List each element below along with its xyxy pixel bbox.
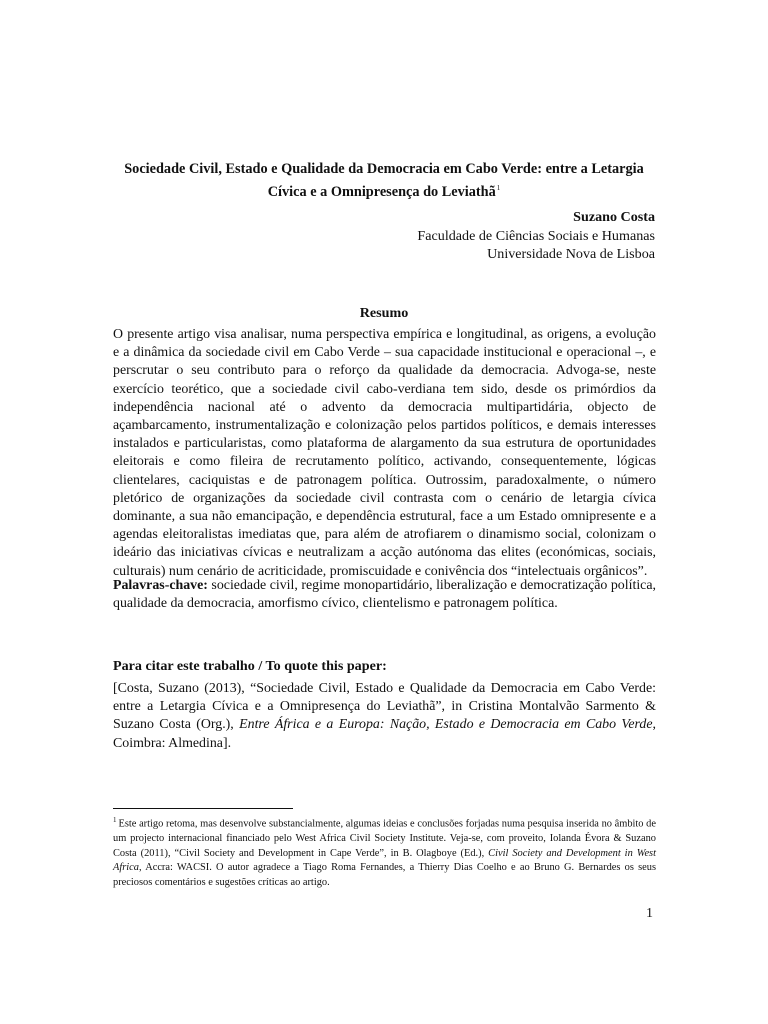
title-footnote-mark: 1 — [496, 184, 501, 192]
paper-title-text: Sociedade Civil, Estado e Qualidade da Democracia em Cabo Verde: entre a Letargia Cívica e a Omnipresença do Leviathã — [124, 161, 644, 200]
keywords-paragraph — [113, 577, 656, 613]
abstract-heading: Resumo — [359, 305, 409, 321]
citation-text-part2: , Coimbra: Almedina]. — [113, 717, 656, 751]
footnote-text-part1: Este artigo retoma, mas desenvolve substancialmente, algumas ideias e conclusões forjadas numa pesquisa inserida no âmbito de um projecto internacional financiado pelo West Africa Civil Society Institute. Veja-se, com proveito, Iolanda Évora & Suzano Costa (2011), “Civil Society and Development in Cape Verde”, in B. Olagboye (Ed.), — [113, 818, 656, 859]
footnote-mark: 1 — [113, 816, 117, 824]
footnote-book-title: Civil Society and Development in West Africa — [113, 847, 656, 874]
paper-title — [113, 160, 655, 202]
footnote-separator — [113, 808, 293, 809]
abstract-body: O presente artigo visa analisar, numa perspectiva empírica e longitudinal, as origens, a evolução e a dinâmica da sociedade civil em Cabo Verde – sua capacidade institucional e operacional –, e perscrutar o seu contributo para o reforço da qualidade da democracia. Advoga-se, neste exercício teorético, que a sociedade civil cabo-verdiana tem sido, desde os primórdios da independência nacional até o advento da democracia multipartidária, objecto de açambarcamento, instrumentalização e colonização pelos partidos políticos, e demais interesses instalados e particularistas, como plataforma de alargamento da sua estrutura de oportunidades eleitorais e como fileira de recrutamento político, activando, consequentemente, lógicas clientelares, caciquistas e de patronagem política. Outrossim, paradoxalmente, o número pletórico de organizações da sociedade civil contrasta com o cenário de letargia cívica dominante, a sua não emancipação, e dependência estrutural, face a um Estado omnipresente e a agendas eleitoralistas imediatas que, para além de atrofiarem o dinamismo social, colonizam o ideário das iniciativas cívicas e neutralizam a acção autónoma das elites (económicas, sociais, culturais) num cenário de acriticidade, promiscuidade e conivência dos “intelectuais orgânicos”. — [113, 327, 656, 579]
author-block — [255, 208, 655, 264]
footnote — [113, 813, 656, 890]
citation-text — [113, 680, 656, 753]
citation-text-part1: [Costa, Suzano (2013), “Sociedade Civil, Estado e Qualidade da Democracia em Cabo Verde: entre a Letargia Cívica e a Omnipresença do Leviathã”, in Cristina Montalvão Sarmento & Suzano Costa (Org.), — [113, 681, 656, 733]
affiliation-faculty: Faculdade de Ciências Sociais e Humanas — [417, 227, 655, 244]
citation-book-title: Entre África e a Europa: Nação, Estado e Democracia em Cabo Verde — [239, 717, 653, 733]
page-number: 1 — [646, 906, 653, 921]
footnote-text-part2: , Accra: WACSI. O autor agradece a Tiago Roma Fernandes, a Thierry Dias Coelho e ao Bruno G. Bernardes os seus preciosos comentários e sugestões críticas ao artigo. — [113, 862, 656, 888]
keywords-text: sociedade civil, regime monopartidário, liberalização e democratização política, qualidade da democracia, amorfismo cívico, clientelismo e patronagem política. — [113, 578, 656, 612]
keywords-label: Palavras-chave: — [113, 578, 208, 593]
author-name: Suzano Costa — [573, 209, 655, 225]
citation-heading: Para citar este trabalho / To quote this paper: — [113, 658, 387, 674]
affiliation-university: Universidade Nova de Lisboa — [487, 246, 655, 262]
